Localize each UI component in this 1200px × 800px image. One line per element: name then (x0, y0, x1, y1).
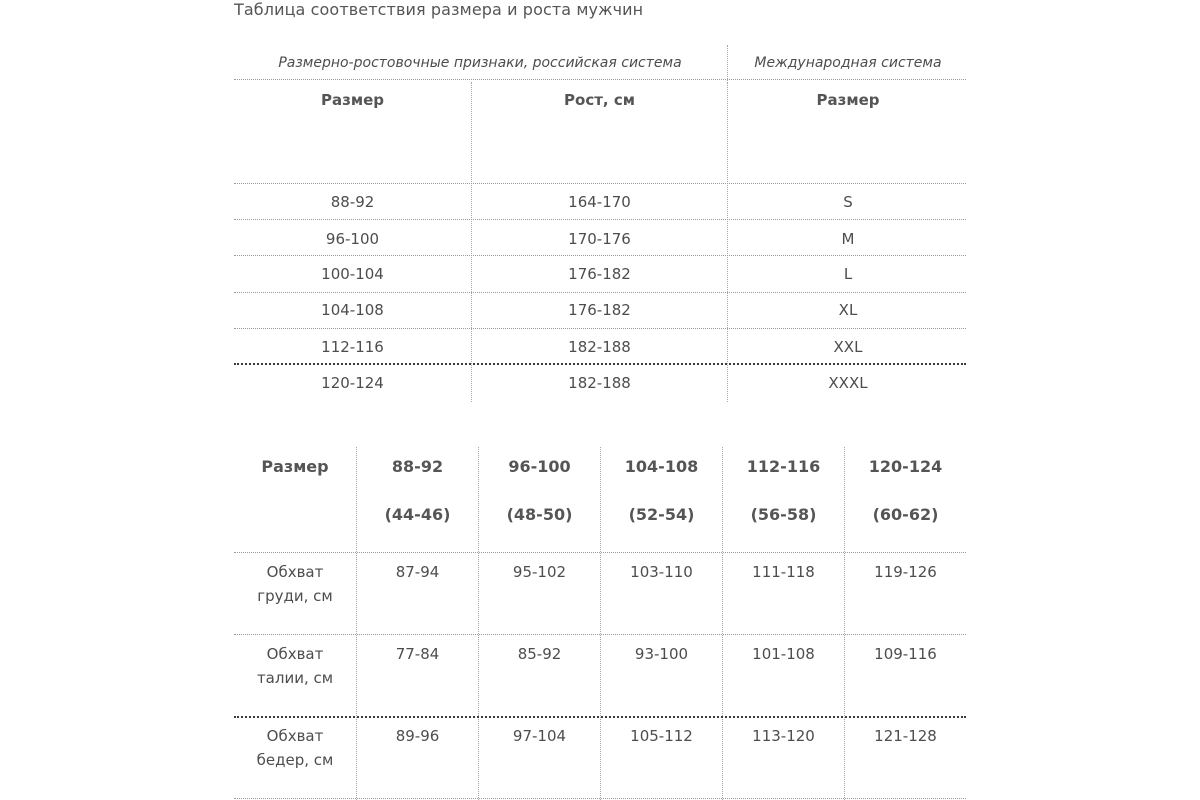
table1-rule (234, 183, 966, 184)
table2-header-size: Размер (261, 457, 329, 476)
table1-cell-height: 176-182 (568, 301, 631, 319)
table2-header-size-4-alt: (56-58) (750, 505, 817, 524)
table1-cell-size: 100-104 (321, 265, 384, 283)
table2-rule (234, 716, 966, 718)
table1-cell-size: 96-100 (325, 230, 380, 248)
table2-row-label: бедер, см (256, 751, 334, 769)
table2-header-size-3: 104-108 (624, 457, 699, 476)
table2-row-label: Обхват (266, 563, 324, 581)
table1-header-height: Рост, см (564, 91, 635, 109)
table1-cell-intl-size: XXXL (828, 374, 868, 392)
table2-row-label: груди, см (257, 587, 333, 605)
table1-cell-intl-size: XL (838, 301, 858, 319)
table2-header-size-2-alt: (48-50) (506, 505, 573, 524)
table1-group-international: Международная система (754, 55, 942, 71)
table2-cell: 113-120 (752, 727, 815, 745)
table2-cell: 101-108 (752, 645, 815, 663)
table1-cell-intl-size: L (843, 265, 853, 283)
table1-cell-height: 182-188 (568, 338, 631, 356)
table2-rule (234, 798, 966, 799)
table1-rule (234, 328, 966, 329)
table2-cell: 87-94 (395, 563, 440, 581)
table2-header-size-5: 120-124 (868, 457, 943, 476)
table2-row-label: талии, см (256, 669, 334, 687)
table2-cell: 93-100 (634, 645, 689, 663)
table2-cell: 105-112 (630, 727, 693, 745)
table2-col-separator (600, 447, 601, 800)
table2-cell: 121-128 (874, 727, 937, 745)
table2-col-separator (722, 447, 723, 800)
table2-cell: 89-96 (395, 727, 440, 745)
table2-cell: 109-116 (874, 645, 937, 663)
table2-header-size-1-alt: (44-46) (384, 505, 451, 524)
table1-rule (234, 219, 966, 220)
table1-rule (234, 255, 966, 256)
table2-col-separator (844, 447, 845, 800)
table2-cell: 85-92 (517, 645, 562, 663)
table1-cell-height: 170-176 (568, 230, 631, 248)
table1-cell-intl-size: XXL (833, 338, 863, 356)
page-title: Таблица соответствия размера и роста мужчин (234, 0, 644, 19)
table1-cell-height: 176-182 (568, 265, 631, 283)
table1-header-intl-size: Размер (816, 91, 880, 109)
table2-cell: 111-118 (752, 563, 815, 581)
table2-cell: 77-84 (395, 645, 440, 663)
table1-cell-size: 104-108 (321, 301, 384, 319)
table1-header-size: Размер (320, 91, 384, 109)
table2-header-size-1: 88-92 (391, 457, 444, 476)
table1-rule (234, 363, 966, 365)
table2-header-size-3-alt: (52-54) (628, 505, 695, 524)
table2-cell: 97-104 (512, 727, 567, 745)
table2-col-separator (356, 447, 357, 800)
table1-rule (234, 292, 966, 293)
table1-cell-intl-size: M (841, 230, 855, 248)
table1-cell-intl-size: S (843, 193, 853, 211)
table1-group-russian: Размерно-ростовочные признаки, российская система (278, 55, 682, 71)
table2-rule (234, 634, 966, 635)
table2-rule (234, 552, 966, 553)
table2-header-size-4: 112-116 (746, 457, 821, 476)
table2-header-size-2: 96-100 (508, 457, 571, 476)
table1-cell-size: 88-92 (330, 193, 375, 211)
table2-row-label: Обхват (266, 645, 324, 663)
table2-row-label: Обхват (266, 727, 324, 745)
table1-cell-height: 182-188 (568, 374, 631, 392)
table1-cell-size: 120-124 (321, 374, 384, 392)
table1-rule (234, 79, 966, 80)
table2-cell: 95-102 (512, 563, 567, 581)
table2-header-size-5-alt: (60-62) (872, 505, 939, 524)
table1-cell-height: 164-170 (568, 193, 631, 211)
table2-col-separator (478, 447, 479, 800)
table1-cell-size: 112-116 (321, 338, 384, 356)
table2-cell: 119-126 (874, 563, 937, 581)
table2-cell: 103-110 (630, 563, 693, 581)
